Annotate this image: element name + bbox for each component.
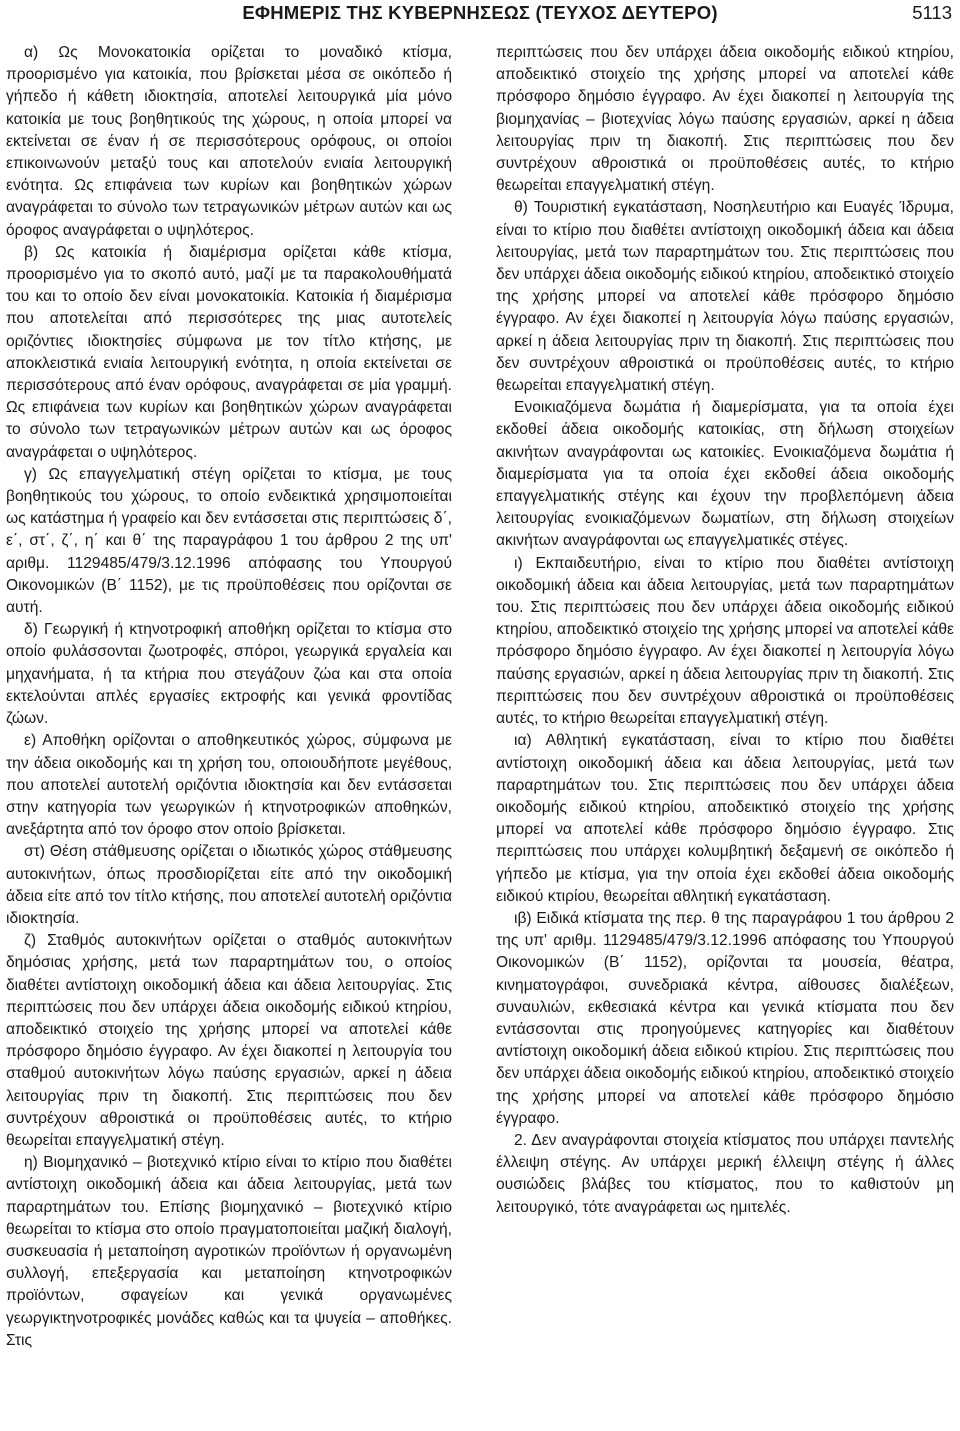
paragraph-f-parking-space: στ) Θέση στάθμευσης ορίζεται ο ιδιωτικός χώρος στάθμευσης αυτοκινήτων, όπως προσδιορίζεται είτε από την οικοδομική άδεια είτε από τον τίτλο κτήσης, που αποτελεί αυτοτελή οριζόντια ιδιοκτησία. bbox=[6, 843, 452, 927]
paragraph-2-missing-roof: 2. Δεν αναγράφονται στοιχεία κτίσματος που υπάρχει παντελής έλλειψη στέγης. Αν υπάρχει μερική έλλειψη στέγης ή άλλες ουσιώδεις βλάβες του κτίσματος, που το καθιστούν μη λειτουργικό, τότε αναγράφεται ως ημιτελές. bbox=[496, 1131, 954, 1216]
paragraph-b-apartment: β) Ως κατοικία ή διαμέρισμα ορίζεται κάθε κτίσμα, προορισμένο για το σκοπό αυτό, μαζί με τα παρακολουθήματά του και το οποίο δεν είναι μονοκατοικία. Κατοικία ή διαμέρισμα που αποτελείται από περισσότερες της μιας αυτοτελείς οριζόντιες ιδιοκτησίες σύμφωνα με τον τίτλο κτήσης, με αποκλειστικά ενιαία λειτουργική ενότητα, η οποία εκτείνεται σε περισσότερους από έναν ορόφους, αναγράφεται σε μία γραμμή. Ως επιφάνεια των κυρίων και βοηθητικών χώρων αναγράφεται το σύνολο των τετραγωνικών μέτρων αυτών και ως όροφος αναγράφεται ο υψηλότερος. bbox=[6, 243, 452, 461]
page-header bbox=[0, 0, 960, 30]
paragraph-e-storage-room: ε) Αποθήκη ορίζονται ο αποθηκευτικός χώρος, σύμφωνα με την άδεια οικοδομής και τη χρήση του, οποιουδήποτε μεγέθους, που αποτελεί αυτοτελή οριζόντια ιδιοκτησία και δεν εντάσσεται στην κατηγορία των γεωργικών ή κτηνοτροφικών αποθηκών, ανεξάρτητα από τον όροφο στον οποίο βρίσκεται. bbox=[6, 732, 452, 839]
paragraph-g-parking-station: ζ) Σταθμός αυτοκινήτων ορίζεται ο σταθμός αυτοκινήτων δημόσιας χρήσης, μετά των παραρτημάτων του, ο οποίος διαθέτει αντίστοιχη οικοδομική άδεια και άδεια λειτουργίας. Στις περιπτώσεις που δεν υπάρχει άδεια οικοδομής ειδικού κτηρίου, αποδεικτικό στοιχείο της χρήσης μπορεί να αποτελεί κάθε πρόσφορο δημόσιο έγγραφο. Αν έχει διακοπεί η λειτουργία του σταθμού αυτοκινήτων λόγω παύσης εργασιών, αρκεί η άδεια λειτουργίας πριν τη διακοπή. Στις περιπτώσεις που δεν συντρέχουν αθροιστικά οι προϋποθέσεις αυτές, το κτήριο θεωρείται επαγγελματική στέγη. bbox=[6, 932, 452, 1149]
paragraph-i-tourist-facility: θ) Τουριστική εγκατάσταση, Νοσηλευτήριο και Ευαγές Ίδρυμα, είναι το κτίριο που διαθέτει αντίστοιχη οικοδομική άδεια και άδεια λειτουργίας, μετά των παραρτημάτων του. Στις περιπτώσεις που δεν υπάρχει άδεια οικοδομής ειδικού κτηρίου, αποδεικτικό στοιχείο της χρήσης μπορεί να αποτελεί κάθε πρόσφορο δημόσιο έγγραφο. Αν έχει διακοπεί η λειτουργία λόγω παύσης εργασιών, αρκεί η άδεια λειτουργίας πριν τη διακοπή. Στις περιπτώσεις που δεν συντρέχουν αθροιστικά οι προϋποθέσεις αυτές, το κτήριο θεωρείται επαγγελματική στέγη. bbox=[496, 199, 954, 395]
paragraph-ib-special-buildings: ιβ) Ειδικά κτίσματα της περ. θ της παραγράφου 1 του άρθρου 2 της υπ' αριθμ. 1129485/479/3.12.1996 απόφασης του Υπουργού Οικονομικών (Β΄ 1152), ορίζονται τα μουσεία, θέατρα, κινηματογράφοι, συνεδριακά κέντρα, αίθουσες διαλέξεων, συναυλιών, εκθεσιακά κέντρα και γενικά κτίσματα που δεν εντάσσονται στις προηγούμενες κατηγορίες και διαθέτουν αντίστοιχη οικοδομική άδεια ειδικού κτιρίου. Στις περιπτώσεις που δεν υπάρχει άδεια οικοδομής ειδικού κτηρίου, αποδεικτικό στοιχείο της χρήσης μπορεί να αποτελεί κάθε πρόσφορο δημόσιο έγγραφο. bbox=[496, 909, 954, 1127]
paragraph-a-single-family-house: α) Ως Μονοκατοικία ορίζεται το μοναδικό κτίσμα, προορισμένο για κατοικία, που βρίσκεται μέσα σε οικόπεδο ή γήπεδο ή κάθετη ιδιοκτησία, αποτελεί λειτουργικά μία μόνο κατοικία με τους βοηθητικούς της χώρους, η οποία μπορεί να εκτείνεται σε έναν ή σε περισσότερους ορόφους, οι οποίοι επικοινωνούν μεταξύ τους και αποτελούν ενιαία λειτουργική ενότητα. Ως επιφάνεια των κυρίων και βοηθητικών χώρων αναγράφεται το σύνολο των τετραγωνικών μέτρων αυτών και ως όροφος αναγράφεται ο υψηλότερος. bbox=[6, 44, 452, 239]
paragraph-c-professional-premises: γ) Ως επαγγελματική στέγη ορίζεται το κτίσμα, με τους βοηθητικούς του χώρους, το οποίο ενδεικτικά χρησιμοποιείται ως κατάστημα ή γραφείο και δεν εντάσσεται στις περιπτώσεις δ΄, ε΄, στ΄, ζ΄, η΄ και θ΄ της παραγράφου 1 του άρθρου 2 της υπ' αριθμ. 1129485/479/3.12.1996 απόφασης του Υπουργού Οικονομικών (Β΄ 1152), με τις προϋποθέσεις που ορίζονται σε αυτή. bbox=[6, 465, 452, 617]
gazette-title: ΕΦΗΜΕΡΙΣ ΤΗΣ ΚΥΒΕΡΝΗΣΕΩΣ (ΤΕΥΧΟΣ ΔΕΥΤΕΡΟ) bbox=[242, 2, 718, 23]
paragraph-h-industrial-building: η) Βιομηχανικό – βιοτεχνικό κτίριο είναι το κτίριο που διαθέτει αντίστοιχη οικοδομική άδεια και άδεια λειτουργίας, μετά των παραρτημάτων του. Επίσης βιομηχανικό – βιοτεχνικό κτίριο θεωρείται το κτίσμα στο οποίο πραγματοποιείται μαζική διαλογή, συσκευασία ή μεταποίηση αγροτικών προϊόντων ή οργανωμένη συλλογή, επεξεργασία και μεταποίηση κτηνοτροφικών προϊόντων, σφαγείων και γενικά οργανωμένες γεωργικτηνοτροφικές μονάδες καθώς και τα ψυγεία – αποθήκες. Στις bbox=[6, 1154, 452, 1349]
left-column bbox=[6, 42, 452, 1352]
paragraph-rented-rooms: Ενοικιαζόμενα δωμάτια ή διαμερίσματα, για τα οποία έχει εκδοθεί άδεια οικοδομής κατοικίας, στη δήλωση στοιχείων ακινήτων αναγράφονται ως κατοικίες. Ενοικιαζόμενα δωμάτια ή διαμερίσματα για τα οποία έχει εκδοθεί άδεια οικοδομής επαγγελματικής στέγης και έχουν την προβλεπόμενη άδεια λειτουργίας ενοικιαζόμενων δωματίων, στη δήλωση στοιχείων ακινήτων αναγράφονται ως επαγγελματικές στέγες. bbox=[496, 399, 954, 550]
paragraph-ia-sports-facility: ια) Αθλητική εγκατάσταση, είναι το κτίριο που διαθέτει αντίστοιχη οικοδομική άδεια και άδεια λειτουργίας, μετά των παραρτημάτων του. Στις περιπτώσεις που δεν υπάρχει άδεια οικοδομής ειδικού κτηρίου, αποδεικτικό στοιχείο της χρήσης μπορεί να αποτελεί κάθε πρόσφορο δημόσιο έγγραφο. Στις περιπτώσεις που υπάρχει κολυμβητική δεξαμενή σε οικόπεδο ή γήπεδο με κτίσμα, για την οποία έχει εκδοθεί άδεια οικοδομής ειδικού κτιρίου, θεωρείται αθλητική εγκατάσταση. bbox=[496, 732, 954, 905]
paragraph-j-school: ι) Εκπαιδευτήριο, είναι το κτίριο που διαθέτει αντίστοιχη οικοδομική άδεια και άδεια λειτουργίας, μετά των παραρτημάτων του. Στις περιπτώσεις που δεν υπάρχει άδεια οικοδομής ειδικού κτηρίου, αποδεικτικό στοιχείο της χρήσης μπορεί να αποτελεί κάθε πρόσφορο δημόσιο έγγραφο. Αν έχει διακοπεί η λειτουργία λόγω παύσης εργασιών, αρκεί η άδεια λειτουργίας πριν τη διακοπή. Στις περιπτώσεις που δεν συντρέχουν αθροιστικά οι προϋποθέσεις αυτές, το κτήριο θεωρείται επαγγελματική στέγη. bbox=[496, 554, 954, 728]
page-number: 5113 bbox=[912, 2, 952, 23]
right-column bbox=[496, 42, 954, 1219]
paragraph-d-agricultural-storage: δ) Γεωργική ή κτηνοτροφική αποθήκη ορίζεται το κτίσμα στο οποίο φυλάσσονται ζωοτροφές, σπόροι, γεωργικά εργαλεία και μηχανήματα, ή τα κτήρια που στεγάζουν ζώα και στα οποία εκτελούνται απλές εργασίες εκτροφής και γενικά φροντίδας ζώων. bbox=[6, 621, 452, 728]
paragraph-h-continuation: περιπτώσεις που δεν υπάρχει άδεια οικοδομής ειδικού κτηρίου, αποδεικτικό στοιχείο της χρήσης μπορεί να αποτελεί κάθε πρόσφορο δημόσιο έγγραφο. Αν έχει διακοπεί η λειτουργία της βιομηχανίας – βιοτεχνίας λόγω παύσης εργασιών, αρκεί η άδεια λειτουργίας πριν τη διακοπή. Στις περιπτώσεις που δεν συντρέχουν αθροιστικά οι προϋποθέσεις αυτές, το κτήριο θεωρείται επαγγελματική στέγη. bbox=[496, 44, 954, 195]
